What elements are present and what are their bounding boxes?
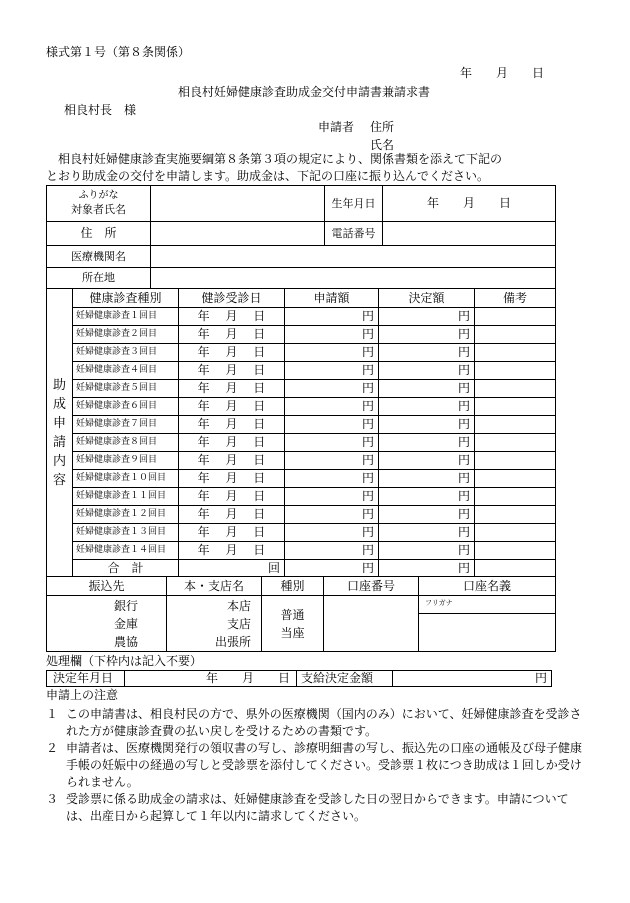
table-row bbox=[47, 506, 556, 524]
decided-amount-cell[interactable]: 円 bbox=[379, 434, 475, 452]
request-amount-cell[interactable]: 円 bbox=[285, 308, 379, 326]
remarks-cell[interactable] bbox=[475, 380, 556, 398]
applicant-info-table bbox=[46, 185, 556, 289]
exam-date-cell[interactable]: 年 月 日 bbox=[179, 380, 285, 398]
notes-list bbox=[46, 706, 586, 825]
exam-type-cell: 妊婦健康診査１２回目 bbox=[73, 506, 179, 524]
subject-name-label-cell bbox=[47, 186, 151, 222]
exam-type-cell: 妊婦健康診査２回目 bbox=[73, 326, 179, 344]
request-amount-cell[interactable]: 円 bbox=[285, 506, 379, 524]
account-holder-field[interactable] bbox=[419, 596, 556, 652]
decided-amount-cell[interactable]: 円 bbox=[379, 506, 475, 524]
phone-label: 電話番号 bbox=[325, 222, 383, 246]
exam-type-cell: 妊婦健康診査１４回目 bbox=[73, 542, 179, 560]
exam-type-cell: 妊婦健康診査７回目 bbox=[73, 416, 179, 434]
decided-amount-label: 支給決定金額 bbox=[297, 671, 393, 687]
date-line[interactable]: 年 月 日 bbox=[460, 66, 545, 80]
exam-type-cell: 妊婦健康診査８回目 bbox=[73, 434, 179, 452]
table-row bbox=[47, 470, 556, 488]
remarks-cell[interactable] bbox=[475, 362, 556, 380]
branch-office: 出張所 bbox=[214, 634, 251, 649]
exam-date-cell[interactable]: 年 月 日 bbox=[179, 542, 285, 560]
decided-amount-cell[interactable]: 円 bbox=[379, 380, 475, 398]
processing-table bbox=[46, 670, 552, 687]
request-amount-cell[interactable]: 円 bbox=[285, 344, 379, 362]
header-decided-amount: 決定額 bbox=[379, 289, 475, 308]
exam-date-cell[interactable]: 年 月 日 bbox=[179, 452, 285, 470]
exam-date-cell[interactable]: 年 月 日 bbox=[179, 344, 285, 362]
remarks-cell[interactable] bbox=[475, 524, 556, 542]
header-exam-date: 健診受診日 bbox=[179, 289, 285, 308]
request-amount-cell[interactable]: 円 bbox=[285, 380, 379, 398]
request-amount-cell[interactable]: 円 bbox=[285, 470, 379, 488]
table-row bbox=[47, 434, 556, 452]
total-remarks-cell[interactable] bbox=[475, 560, 556, 577]
decided-amount-cell[interactable]: 円 bbox=[379, 488, 475, 506]
decided-amount-cell[interactable]: 円 bbox=[379, 416, 475, 434]
table-row bbox=[47, 380, 556, 398]
table-row bbox=[47, 326, 556, 344]
total-label: 合 計 bbox=[73, 560, 179, 577]
institution-shinkin: 金庫 bbox=[113, 616, 138, 631]
decided-amount-cell[interactable]: 円 bbox=[379, 344, 475, 362]
applicant-label: 申請者 bbox=[318, 120, 355, 134]
header-exam-type: 健康診査種別 bbox=[73, 289, 179, 308]
exam-date-cell[interactable]: 年 月 日 bbox=[179, 326, 285, 344]
remarks-cell[interactable] bbox=[475, 470, 556, 488]
exam-date-cell[interactable]: 年 月 日 bbox=[179, 398, 285, 416]
remarks-cell[interactable] bbox=[475, 506, 556, 524]
note-number: １ bbox=[46, 707, 59, 721]
table-row bbox=[47, 398, 556, 416]
exam-type-cell: 妊婦健康診査９回目 bbox=[73, 452, 179, 470]
note-number: ３ bbox=[46, 792, 59, 806]
institution-nokyo: 農協 bbox=[113, 634, 138, 649]
table-row bbox=[47, 542, 556, 560]
note-number: ２ bbox=[46, 741, 59, 755]
request-amount-cell[interactable]: 円 bbox=[285, 434, 379, 452]
bank-table bbox=[46, 576, 556, 652]
note-item bbox=[46, 740, 586, 791]
decided-amount-cell[interactable]: 円 bbox=[379, 326, 475, 344]
bank-header-branch: 本・支店名 bbox=[167, 577, 262, 596]
total-row bbox=[47, 560, 556, 577]
exam-type-cell: 妊婦健康診査１１回目 bbox=[73, 488, 179, 506]
table-row bbox=[47, 452, 556, 470]
remarks-cell[interactable] bbox=[475, 308, 556, 326]
remarks-cell[interactable] bbox=[475, 434, 556, 452]
bank-branch-cell[interactable] bbox=[167, 596, 262, 652]
location-label: 所在地 bbox=[47, 268, 151, 289]
remarks-cell[interactable] bbox=[475, 488, 556, 506]
table-row bbox=[47, 416, 556, 434]
furigana-label: ふりがな bbox=[78, 189, 119, 201]
exam-type-cell: 妊婦健康診査６回目 bbox=[73, 398, 179, 416]
intro-line-1: 相良村妊婦健康診査実施要綱第８条第３項の規定により、関係書類を添えて下記の bbox=[58, 152, 503, 166]
decided-amount-cell[interactable]: 円 bbox=[379, 362, 475, 380]
exam-date-cell[interactable]: 年 月 日 bbox=[179, 524, 285, 542]
furigana-caption: フリガナ bbox=[425, 599, 453, 607]
remarks-cell[interactable] bbox=[475, 452, 556, 470]
subject-name-label: 対象者氏名 bbox=[71, 203, 126, 217]
table-row bbox=[47, 488, 556, 506]
note-item bbox=[46, 791, 586, 825]
form-title: 相良村妊婦健康診査助成金交付申請書兼請求書 bbox=[178, 85, 431, 99]
decided-amount-cell[interactable]: 円 bbox=[379, 452, 475, 470]
header-remarks: 備考 bbox=[475, 289, 556, 308]
exam-type-cell: 妊婦健康診査４回目 bbox=[73, 362, 179, 380]
furigana-divider bbox=[419, 613, 555, 614]
request-amount-cell[interactable]: 円 bbox=[285, 488, 379, 506]
addressee: 相良村長 様 bbox=[64, 103, 137, 117]
request-amount-cell[interactable]: 円 bbox=[285, 542, 379, 560]
branch-main: 本店 bbox=[226, 598, 251, 613]
notes-heading: 申請上の注意 bbox=[46, 688, 119, 702]
note-item bbox=[46, 706, 586, 740]
exam-date-cell[interactable]: 年 月 日 bbox=[179, 506, 285, 524]
applicant-address-label[interactable]: 住所 bbox=[370, 120, 395, 134]
account-type-cell[interactable] bbox=[262, 596, 324, 652]
institution-field[interactable] bbox=[151, 246, 556, 268]
request-amount-cell[interactable]: 円 bbox=[285, 452, 379, 470]
request-amount-cell[interactable]: 円 bbox=[285, 326, 379, 344]
account-number-field[interactable] bbox=[324, 596, 419, 652]
institution-label: 医療機関名 bbox=[47, 246, 151, 268]
table-row bbox=[47, 344, 556, 362]
processing-caption: 処理欄（下枠内は記入不要） bbox=[46, 654, 203, 668]
total-count-cell[interactable]: 回 bbox=[179, 560, 285, 577]
exam-type-cell: 妊婦健康診査１３回目 bbox=[73, 524, 179, 542]
exam-date-cell[interactable]: 年 月 日 bbox=[179, 308, 285, 326]
decided-amount-cell[interactable]: 円 bbox=[379, 398, 475, 416]
bank-header-type: 種別 bbox=[262, 577, 324, 596]
remarks-cell[interactable] bbox=[475, 398, 556, 416]
decided-amount-value[interactable]: 円 bbox=[393, 671, 552, 687]
decided-amount-cell[interactable]: 円 bbox=[379, 542, 475, 560]
birthdate-field[interactable]: 年 月 日 bbox=[383, 186, 556, 222]
account-type-current[interactable]: 当座 bbox=[280, 625, 305, 640]
bank-header-account-number: 口座番号 bbox=[324, 577, 419, 596]
note-text: 申請者は、医療機関発行の領収書の写し、診療明細書の写し、振込先の口座の通帳及び母子健康手帳の妊娠中の経過の写しと受診票を添付してください。受診票１枚につき助成は１回しか受けられません。 bbox=[66, 741, 583, 789]
form-number: 様式第１号（第８条関係） bbox=[46, 45, 191, 59]
exam-date-cell[interactable]: 年 月 日 bbox=[179, 416, 285, 434]
exam-date-cell[interactable]: 年 月 日 bbox=[179, 434, 285, 452]
birthdate-label: 生年月日 bbox=[325, 186, 383, 222]
decision-date-value[interactable]: 年 月 日 bbox=[125, 671, 297, 687]
remarks-cell[interactable] bbox=[475, 326, 556, 344]
exam-type-cell: 妊婦健康診査３回目 bbox=[73, 344, 179, 362]
exam-type-cell: 妊婦健康診査１０回目 bbox=[73, 470, 179, 488]
note-text: 受診票に係る助成金の請求は、妊婦健康診査を受診した日の翌日からできます。申請については、出産日から起算して１年以内に請求してください。 bbox=[66, 792, 569, 823]
exam-table bbox=[46, 288, 556, 577]
request-amount-cell[interactable]: 円 bbox=[285, 524, 379, 542]
table-row bbox=[47, 362, 556, 380]
decided-amount-cell[interactable]: 円 bbox=[379, 308, 475, 326]
location-field[interactable] bbox=[151, 268, 556, 289]
applicant-name-label[interactable]: 氏名 bbox=[370, 138, 395, 152]
exam-type-cell: 妊婦健康診査５回目 bbox=[73, 380, 179, 398]
request-amount-cell[interactable]: 円 bbox=[285, 398, 379, 416]
exam-date-cell[interactable]: 年 月 日 bbox=[179, 470, 285, 488]
bank-institution-cell[interactable] bbox=[47, 596, 167, 652]
table-row bbox=[47, 524, 556, 542]
decision-date-label: 決定年月日 bbox=[47, 671, 125, 687]
total-decided-amount-cell[interactable]: 円 bbox=[379, 560, 475, 577]
branch-sub: 支店 bbox=[226, 616, 251, 631]
address-field[interactable] bbox=[151, 222, 325, 246]
decided-amount-cell[interactable]: 円 bbox=[379, 524, 475, 542]
decided-amount-cell[interactable]: 円 bbox=[379, 470, 475, 488]
remarks-cell[interactable] bbox=[475, 542, 556, 560]
exam-date-cell[interactable]: 年 月 日 bbox=[179, 488, 285, 506]
note-text: この申請書は、相良村民の方で、県外の医療機関（国内のみ）において、妊婦健康診査を受診された方が健康診査費の払い戻しを受けるための書類です。 bbox=[66, 707, 582, 738]
grant-side-label: 助成申請内容 bbox=[47, 289, 73, 577]
remarks-cell[interactable] bbox=[475, 344, 556, 362]
exam-type-cell: 妊婦健康診査１回目 bbox=[73, 308, 179, 326]
header-request-amount: 申請額 bbox=[285, 289, 379, 308]
request-amount-cell[interactable]: 円 bbox=[285, 362, 379, 380]
bank-header-account-holder: 口座名義 bbox=[419, 577, 556, 596]
subject-name-field[interactable] bbox=[151, 186, 325, 222]
intro-line-2: とおり助成金の交付を申請します。助成金は、下記の口座に振り込んでください。 bbox=[46, 169, 490, 183]
address-label: 住 所 bbox=[47, 222, 151, 246]
table-row bbox=[47, 308, 556, 326]
request-amount-cell[interactable]: 円 bbox=[285, 416, 379, 434]
exam-date-cell[interactable]: 年 月 日 bbox=[179, 362, 285, 380]
institution-bank: 銀行 bbox=[113, 598, 138, 613]
account-type-ordinary[interactable]: 普通 bbox=[280, 607, 305, 622]
phone-field[interactable] bbox=[383, 222, 556, 246]
remarks-cell[interactable] bbox=[475, 416, 556, 434]
bank-header-destination: 振込先 bbox=[47, 577, 167, 596]
total-request-amount-cell[interactable]: 円 bbox=[285, 560, 379, 577]
